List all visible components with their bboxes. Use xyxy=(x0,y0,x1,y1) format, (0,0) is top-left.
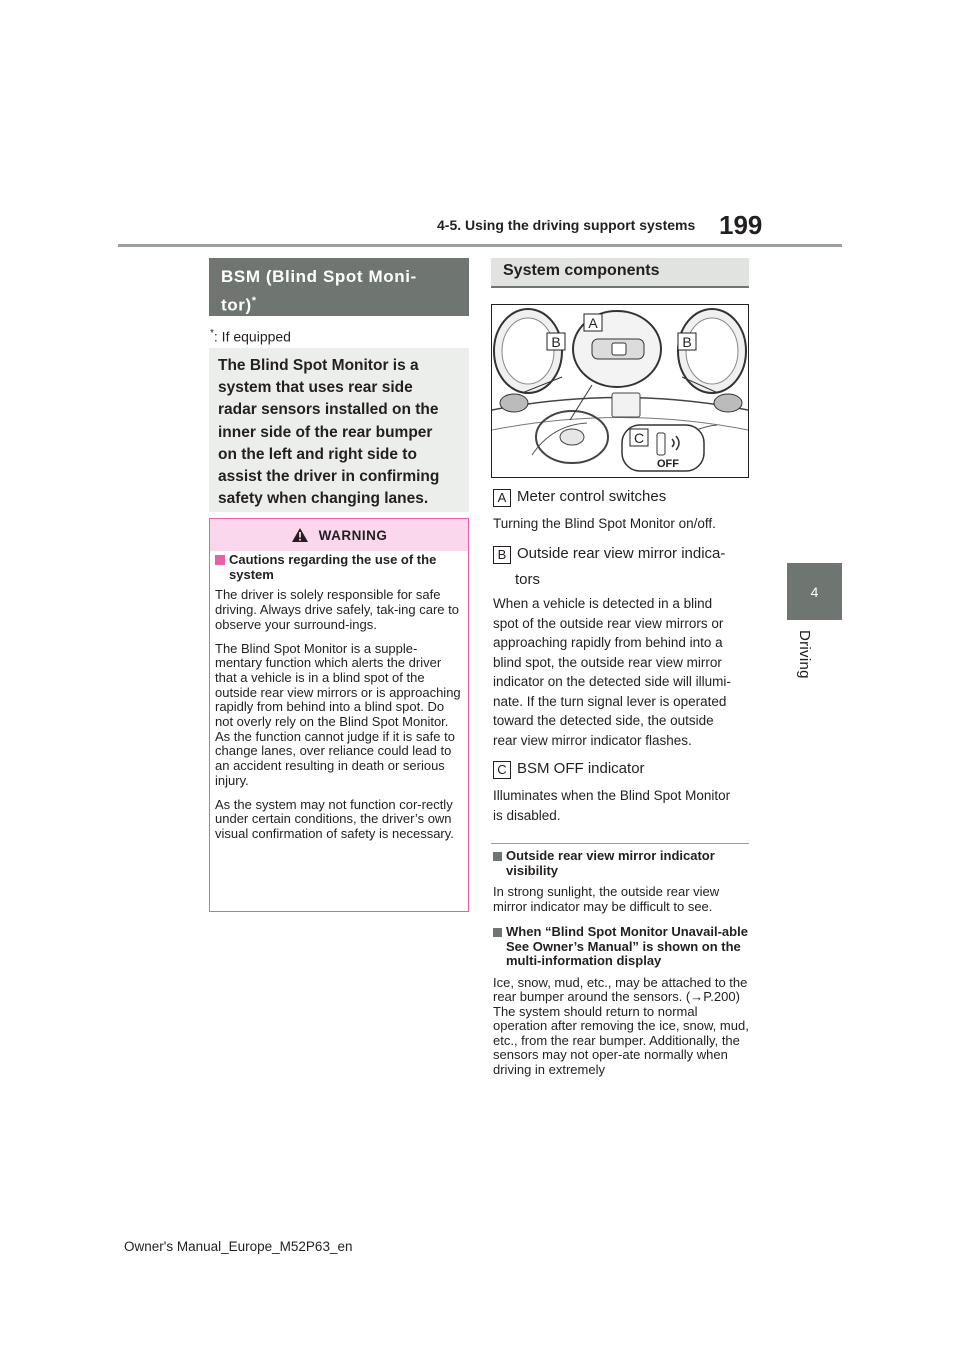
note-body: Ice, snow, mud, etc., may be attached to the rear bumper around the sensors. (→P.200) The system should return to normal operation after removing the ice, snow, mud, etc., from the rear bumper. Additionally, the sensors may not oper-ate normally when driving in extremely xyxy=(493,974,749,1077)
component-b-desc xyxy=(493,594,751,750)
desc-line: toward the detected side, the outside xyxy=(493,713,714,728)
desc-line: nate. If the turn signal lever is operated xyxy=(493,693,727,709)
figure-label-b-left: B xyxy=(551,334,561,350)
warning-header xyxy=(210,519,468,551)
note-heading xyxy=(493,925,749,969)
gray-square-bullet-icon xyxy=(493,852,502,861)
warning-paragraph: The Blind Spot Monitor is a supple-mentary function which alerts the driver that a vehicle is in a blind spot of the outside rear view mirrors or is approaching rapidly from behind into a blind spot. Do not overly rely on the Blind Spot Monitor. As the function cannot judge if it is safe to change lanes, over reliance could lead to an accident resulting in death or serious injury. xyxy=(215,640,461,788)
desc-line: is disabled. xyxy=(493,807,561,823)
figure-label-c: C xyxy=(633,430,645,446)
section-heading-mark: * xyxy=(251,295,257,307)
desc-line: blind spot, the outside rear view mirror xyxy=(493,654,722,670)
desc-line: When a vehicle is detected in a blind xyxy=(493,596,713,611)
component-a xyxy=(493,488,666,507)
component-letter: B xyxy=(493,546,511,564)
page-number: 199 xyxy=(719,210,763,240)
warning-bullet xyxy=(215,553,463,582)
warning-box xyxy=(209,518,469,912)
warning-paragraph: As the system may not function cor-rectly under certain conditions, the driver’s own visual confirmation of safety is necessary. xyxy=(215,796,454,841)
desc-line: Illuminates when the Blind Spot Monitor xyxy=(493,788,731,803)
notes-section xyxy=(493,849,749,1077)
component-letter: A xyxy=(493,489,511,507)
chapter-tab: 4 xyxy=(787,563,842,620)
warning-body xyxy=(215,553,463,851)
warning-bullet-title: Cautions regarding the use of the system xyxy=(229,552,437,582)
figure-label-off: OFF xyxy=(657,458,679,470)
intro-box xyxy=(209,348,469,512)
note-title: When “Blind Spot Monitor Unavail-able See Owner’s Manual” is shown on the multi-information display xyxy=(506,924,748,968)
section-heading xyxy=(209,258,469,316)
section-heading-line2: tor) xyxy=(221,295,252,315)
component-a-desc: Turning the Blind Spot Monitor on/off. xyxy=(493,516,716,531)
figure-label-b-right: B xyxy=(682,334,692,350)
warning-title: WARNING xyxy=(318,527,388,543)
header-section-title: 4-5. Using the driving support systems xyxy=(437,217,696,233)
component-b xyxy=(493,545,725,564)
desc-line: approaching rapidly from behind into a xyxy=(493,635,723,650)
note-heading xyxy=(493,849,749,878)
header-divider xyxy=(118,244,842,247)
desc-line: rear view mirror indicator flashes. xyxy=(493,732,692,748)
intro-line: on the left and right side to xyxy=(218,445,417,463)
chapter-label: Driving xyxy=(796,630,813,679)
desc-line: indicator on the detected side will illumi- xyxy=(493,674,731,689)
footnote xyxy=(210,328,291,345)
gray-square-bullet-icon xyxy=(493,928,502,937)
intro-line: The Blind Spot Monitor is a xyxy=(218,357,419,374)
components-heading: System components xyxy=(491,258,749,288)
footnote-text: : If equipped xyxy=(213,328,291,345)
intro-line: inner side of the rear bumper xyxy=(218,423,433,441)
note-body: In strong sunlight, the outside rear view mirror indicator may be difficult to see. xyxy=(493,884,720,914)
warning-triangle-icon xyxy=(291,527,309,543)
intro-line: safety when changing lanes. xyxy=(218,490,429,508)
footnote-mark: * xyxy=(210,328,214,339)
component-title: Outside rear view mirror indica- xyxy=(517,545,726,562)
desc-line: spot of the outside rear view mirrors or xyxy=(493,615,724,631)
component-title: Meter control switches xyxy=(517,488,667,505)
component-title: BSM OFF indicator xyxy=(517,760,645,777)
figure-label-a: A xyxy=(588,315,598,331)
pink-square-bullet-icon xyxy=(215,555,225,565)
component-c xyxy=(493,760,645,779)
component-b-title-cont: tors xyxy=(515,571,541,588)
warning-paragraph: The driver is solely responsible for safe driving. Always drive safely, tak-ing care to observe your surround-ings. xyxy=(215,587,459,632)
footer-manual-id: Owner's Manual_Europe_M52P63_en xyxy=(124,1239,353,1254)
section-heading-line1: BSM (Blind Spot Moni- xyxy=(221,267,417,286)
dashboard-illustration xyxy=(492,305,748,477)
intro-line: radar sensors installed on the xyxy=(218,401,439,419)
intro-line: assist the driver in confirming xyxy=(218,468,440,486)
notes-divider xyxy=(491,843,749,844)
note-title: Outside rear view mirror indicator visibility xyxy=(506,848,715,878)
components-illustration xyxy=(491,304,749,478)
component-letter: C xyxy=(493,761,511,779)
intro-line: system that uses rear side xyxy=(218,379,413,397)
component-c-desc xyxy=(493,786,751,825)
